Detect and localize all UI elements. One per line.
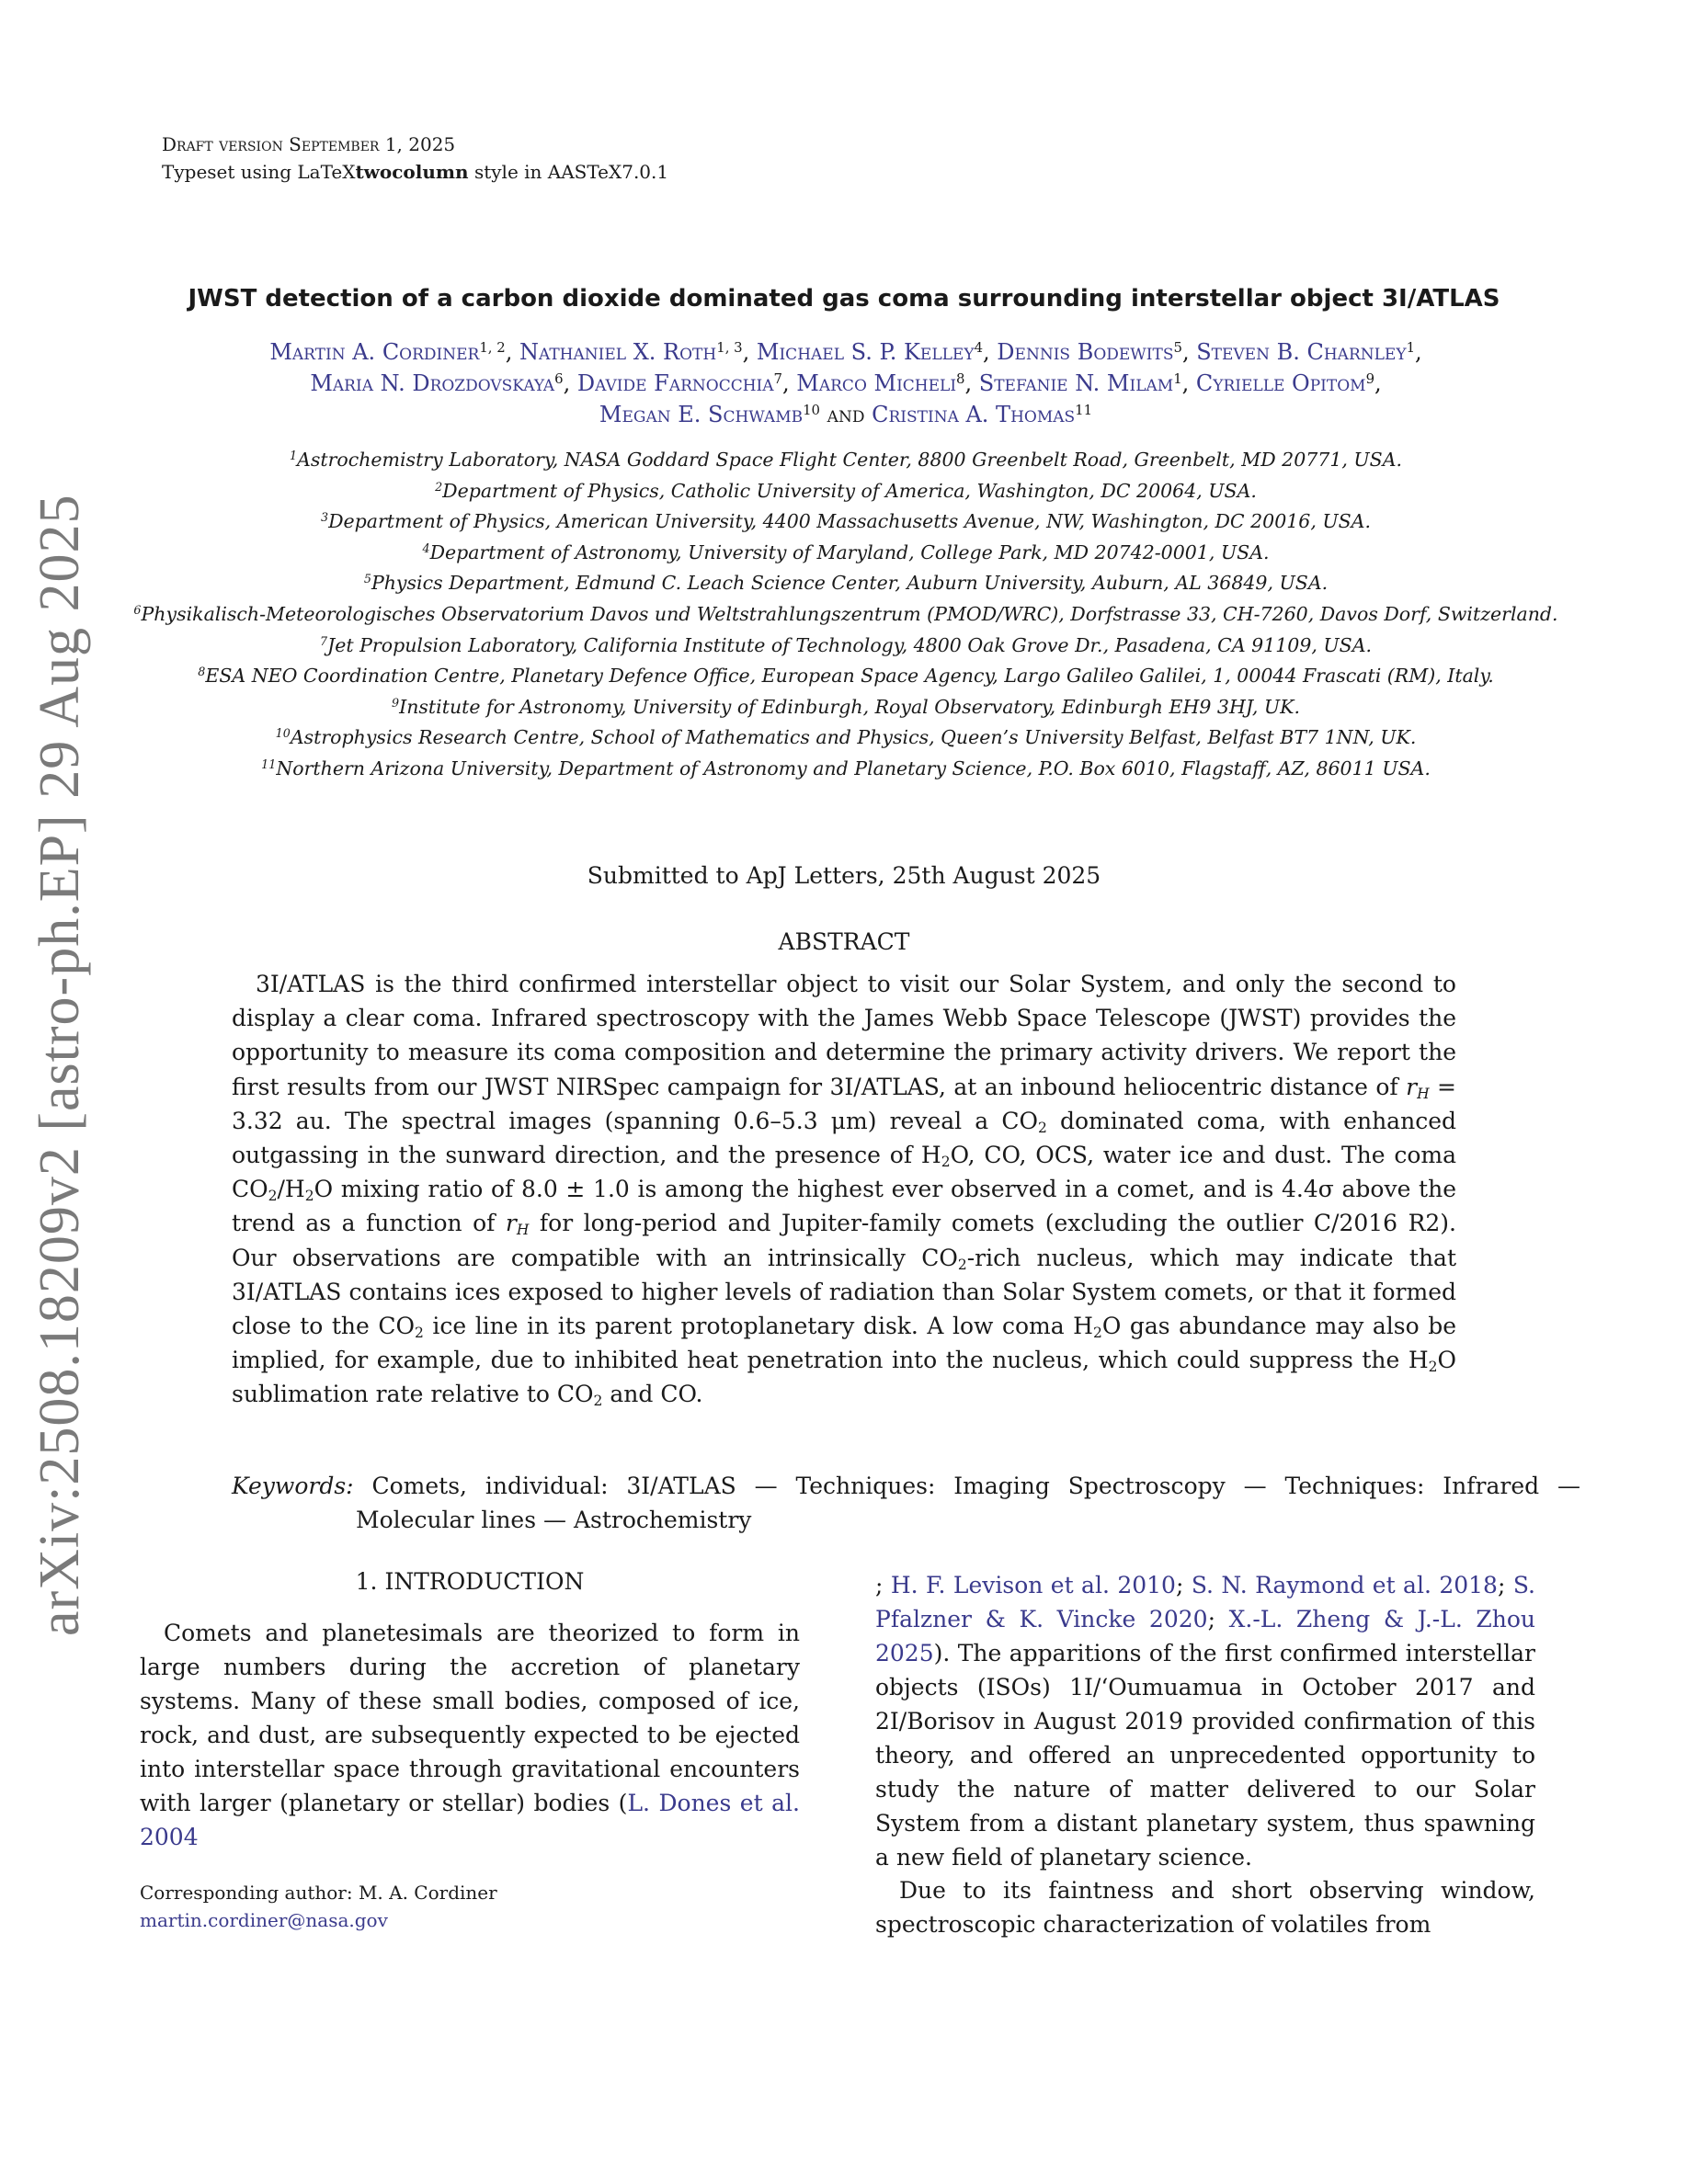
affiliation-item — [120, 599, 1572, 631]
citation-link[interactable]: S. Pfalzner & K. Vincke 2020 — [875, 1572, 1535, 1632]
author-affiliation-marker: 4 — [974, 338, 984, 356]
author-affiliation-marker: 1 — [1173, 370, 1182, 387]
email-link[interactable]: martin.cordiner@nasa.gov — [140, 1909, 388, 1931]
affiliation-number: 6 — [133, 602, 142, 617]
author-affiliation-marker: 8 — [956, 370, 965, 387]
author-affiliation-marker: 1 — [1406, 338, 1416, 356]
affiliation-item — [120, 538, 1572, 569]
affiliation-text: Jet Propulsion Laboratory, California Institute of Technology, 4800 Oak Grove Dr., Pasadena, CA 91109, USA. — [327, 633, 1373, 656]
affiliation-item — [120, 631, 1572, 662]
typeset-line: Typeset using LaTeXtwocolumn style in AASTeX7.0.1 — [162, 161, 669, 183]
author-name[interactable]: Megan E. Schwamb — [599, 402, 804, 427]
affiliation-item — [120, 692, 1572, 723]
author-name[interactable]: Maria N. Drozdovskaya — [310, 370, 555, 396]
intro-paragraph-right-2: Due to its faintness and short observing window, spectroscopic characterization of volatiles from — [875, 1877, 1535, 1938]
citation-link[interactable]: X.-L. Zheng & J.-L. Zhou 2025 — [875, 1606, 1536, 1666]
affiliation-text: ESA NEO Coordination Centre, Planetary Defence Office, European Space Agency, Largo Galileo Galilei, 1, 00044 Frascati (RM), Italy. — [205, 665, 1494, 688]
author-name[interactable]: Stefanie N. Milam — [978, 370, 1174, 396]
author-name[interactable]: Cristina A. Thomas — [872, 402, 1076, 427]
author-affiliation-marker: 5 — [1173, 338, 1182, 356]
arxiv-identifier-stamp: arXiv:2508.18209v2 [astro-ph.EP] 29 Aug 2025 — [29, 494, 91, 1636]
author-list: Martin A. Cordiner$^{1, 2}$, Nathaniel X. Roth$^{1, 3}$, Michael S. P. Kelley$^4$, Dennis Bodewits$^5$, Steven B. Charnley$^1$, Maria N. Drozdovskaya$^6$, Davide Farnocchia$^7$, Marco Micheli$^8$, Stefanie N. Milam$^1$, Cyrielle Opitom$^9$, Megan E. Schwamb$^{10}$ and Cristina A. Thomas$^{11}$ — [269, 338, 1422, 427]
author-affiliation-marker: 6 — [554, 370, 564, 387]
intro-paragraph-left: Comets and planetesimals are theorized to form in large numbers during the accretion of planetary systems. Many of these small bodies, composed of ice, rock, and dust, are subsequently expected to be ejected into interstellar space through gravitational encounters with larger (planetary or stellar) bodies (L. Dones et al. 2004 — [140, 1620, 800, 1850]
affiliation-item — [120, 754, 1572, 785]
author-affiliation-marker: 1, 2 — [479, 338, 506, 356]
citation-link[interactable]: S. N. Raymond et al. 2018 — [1191, 1572, 1498, 1598]
author-name[interactable]: Dennis Bodewits — [997, 339, 1174, 365]
author-name[interactable]: Michael S. P. Kelley — [756, 339, 975, 365]
author-affiliation-marker: 1, 3 — [716, 338, 743, 356]
affiliation-number: 10 — [275, 726, 291, 741]
author-name[interactable]: Steven B. Charnley — [1196, 339, 1407, 365]
affiliation-item — [120, 568, 1572, 599]
author-name[interactable]: Marco Micheli — [796, 370, 957, 396]
affiliation-text: Astrochemistry Laboratory, NASA Goddard Space Flight Center, 8800 Greenbelt Road, Greenbelt, MD 20771, USA. — [297, 449, 1403, 471]
latex-logo: LaTeX — [297, 161, 356, 183]
keywords-label: Keywords: — [232, 1473, 354, 1499]
citation-link[interactable]: L. Dones et al. 2004 — [140, 1790, 800, 1850]
affiliation-number: 4 — [422, 540, 430, 555]
keywords: Keywords: Comets, individual: 3I/ATLAS — Techniques: Imaging Spectroscopy — Techniques: Infrared — Molecular lines — Astrochemistry — [232, 1473, 1580, 1533]
author-name[interactable]: Cyrielle Opitom — [1195, 370, 1366, 396]
author-conjunction: and — [827, 402, 865, 427]
abstract-heading: ABSTRACT — [778, 928, 910, 955]
author-affiliation-marker: 7 — [773, 370, 783, 387]
affiliation-number: 8 — [198, 665, 206, 679]
affiliation-number: 3 — [321, 510, 329, 525]
affiliation-list — [120, 445, 1572, 785]
affiliation-text: Physikalisch-Meteorologisches Observatorium Davos und Weltstrahlungszentrum (PMOD/WRC), Dorfstrasse 33, CH-7260, Davos Dorf, Switzerland. — [141, 602, 1558, 625]
affiliation-item — [120, 661, 1572, 692]
affiliation-item — [120, 722, 1572, 754]
paper-title: JWST detection of a carbon dioxide dominated gas coma surrounding interstellar object 3I/ATLAS — [188, 285, 1500, 313]
affiliation-number: 2 — [435, 479, 443, 494]
citation-link[interactable]: H. F. Levison et al. 2010 — [890, 1572, 1176, 1598]
affiliation-number: 7 — [319, 633, 328, 648]
affiliation-text: Astrophysics Research Centre, School of Mathematics and Physics, Queen’s University Belfast, Belfast BT7 1NN, UK. — [290, 726, 1417, 749]
affiliation-text: Department of Astronomy, University of Maryland, College Park, MD 20742-0001, USA. — [429, 540, 1270, 563]
draft-version-line: Draft version September 1, 2025 — [162, 133, 456, 155]
affiliation-text: Northern Arizona University, Department of Astronomy and Planetary Science, P.O. Box 6010, Flagstaff, AZ, 86011 USA. — [276, 756, 1431, 779]
intro-paragraph-right: ; H. F. Levison et al. 2010; S. N. Raymond et al. 2018; S. Pfalzner & K. Vincke 2020; X.-L. Zheng & J.-L. Zhou 2025). The apparitions of the first confirmed interstellar objects (ISOs) 1I/‘Oumuamua in October 2017 and 2I/Borisov in August 2019 provided confirmation of this theory, and offered an unprecedented opportunity to study the nature of matter delivered to our Solar System from a distant planetary system, thus spawning a new field of planetary science. — [875, 1572, 1536, 1871]
author-affiliation-marker: 9 — [1365, 370, 1375, 387]
corresponding-author: Corresponding author: M. A. Cordiner — [140, 1882, 497, 1904]
section-heading-introduction: 1. INTRODUCTION — [355, 1568, 585, 1595]
author-affiliation-marker: 11 — [1075, 401, 1093, 418]
affiliation-item — [120, 476, 1572, 507]
corresponding-author-footnote — [140, 1879, 497, 1934]
preamble — [162, 131, 668, 186]
author-affiliation-marker: 10 — [803, 401, 821, 418]
author-name[interactable]: Davide Farnocchia — [576, 370, 774, 396]
author-name[interactable]: Martin A. Cordiner — [269, 339, 480, 365]
affiliation-number: 9 — [392, 695, 400, 710]
affiliation-text: Department of Physics, Catholic University of America, Washington, DC 20064, USA. — [442, 479, 1257, 502]
affiliation-number: 5 — [363, 572, 371, 586]
abstract-text: 3I/ATLAS is the third confirmed interstellar object to visit our Solar System, and only the second to display a clear coma. Infrared spectroscopy with the James Webb Space Telescope (JWST) provides the opportunity to measure its coma composition and determine the primary activity drivers. We report the first results from our JWST NIRSpec campaign for 3I/ATLAS, at an inbound heliocentric distance of $r_H = 3.32$ au. The spectral images (spanning 0.6–5.3 μm) reveal a $CO_2$ dominated coma, with enhanced outgassing in the sunward direction, and the presence of $H_2O$, CO, OCS, water ice and dust. The coma $CO_2/H_2O$ mixing ratio of 8.0 ± 1.0 is among the highest ever observed in a comet, and is 4.4σ above the trend as a function of $r_H$ for long-period and Jupiter-family comets (excluding the outlier C/2016 R2). Our observations are compatible with an intrinsically $CO_2$-rich nucleus, which may indicate that 3I/ATLAS contains ices exposed to higher levels of radiation than Solar System comets, or that it formed close to the $CO_2$ ice line in its parent protoplanetary disk. A low coma $H_2O$ gas abundance may also be implied, for example, due to inhibited heat penetration into the nucleus, which could suppress the $H_2O$ sublimation rate relative to $CO_2$ and CO. — [232, 971, 1457, 1410]
affiliation-number: 1 — [289, 449, 298, 463]
affiliation-number: 11 — [261, 756, 277, 771]
affiliation-text: Physics Department, Edmund C. Leach Science Center, Auburn University, Auburn, AL 36849, USA. — [371, 572, 1329, 595]
author-name[interactable]: Nathaniel X. Roth — [519, 339, 717, 365]
affiliation-item — [120, 445, 1572, 476]
submission-note: Submitted to ApJ Letters, 25th August 2025 — [587, 862, 1101, 889]
affiliation-item — [120, 506, 1572, 538]
affiliation-text: Department of Physics, American University, 4400 Massachusetts Avenue, NW, Washington, DC 20016, USA. — [328, 510, 1371, 533]
affiliation-text: Institute for Astronomy, University of Edinburgh, Royal Observatory, Edinburgh EH9 3HJ, UK. — [399, 695, 1300, 718]
